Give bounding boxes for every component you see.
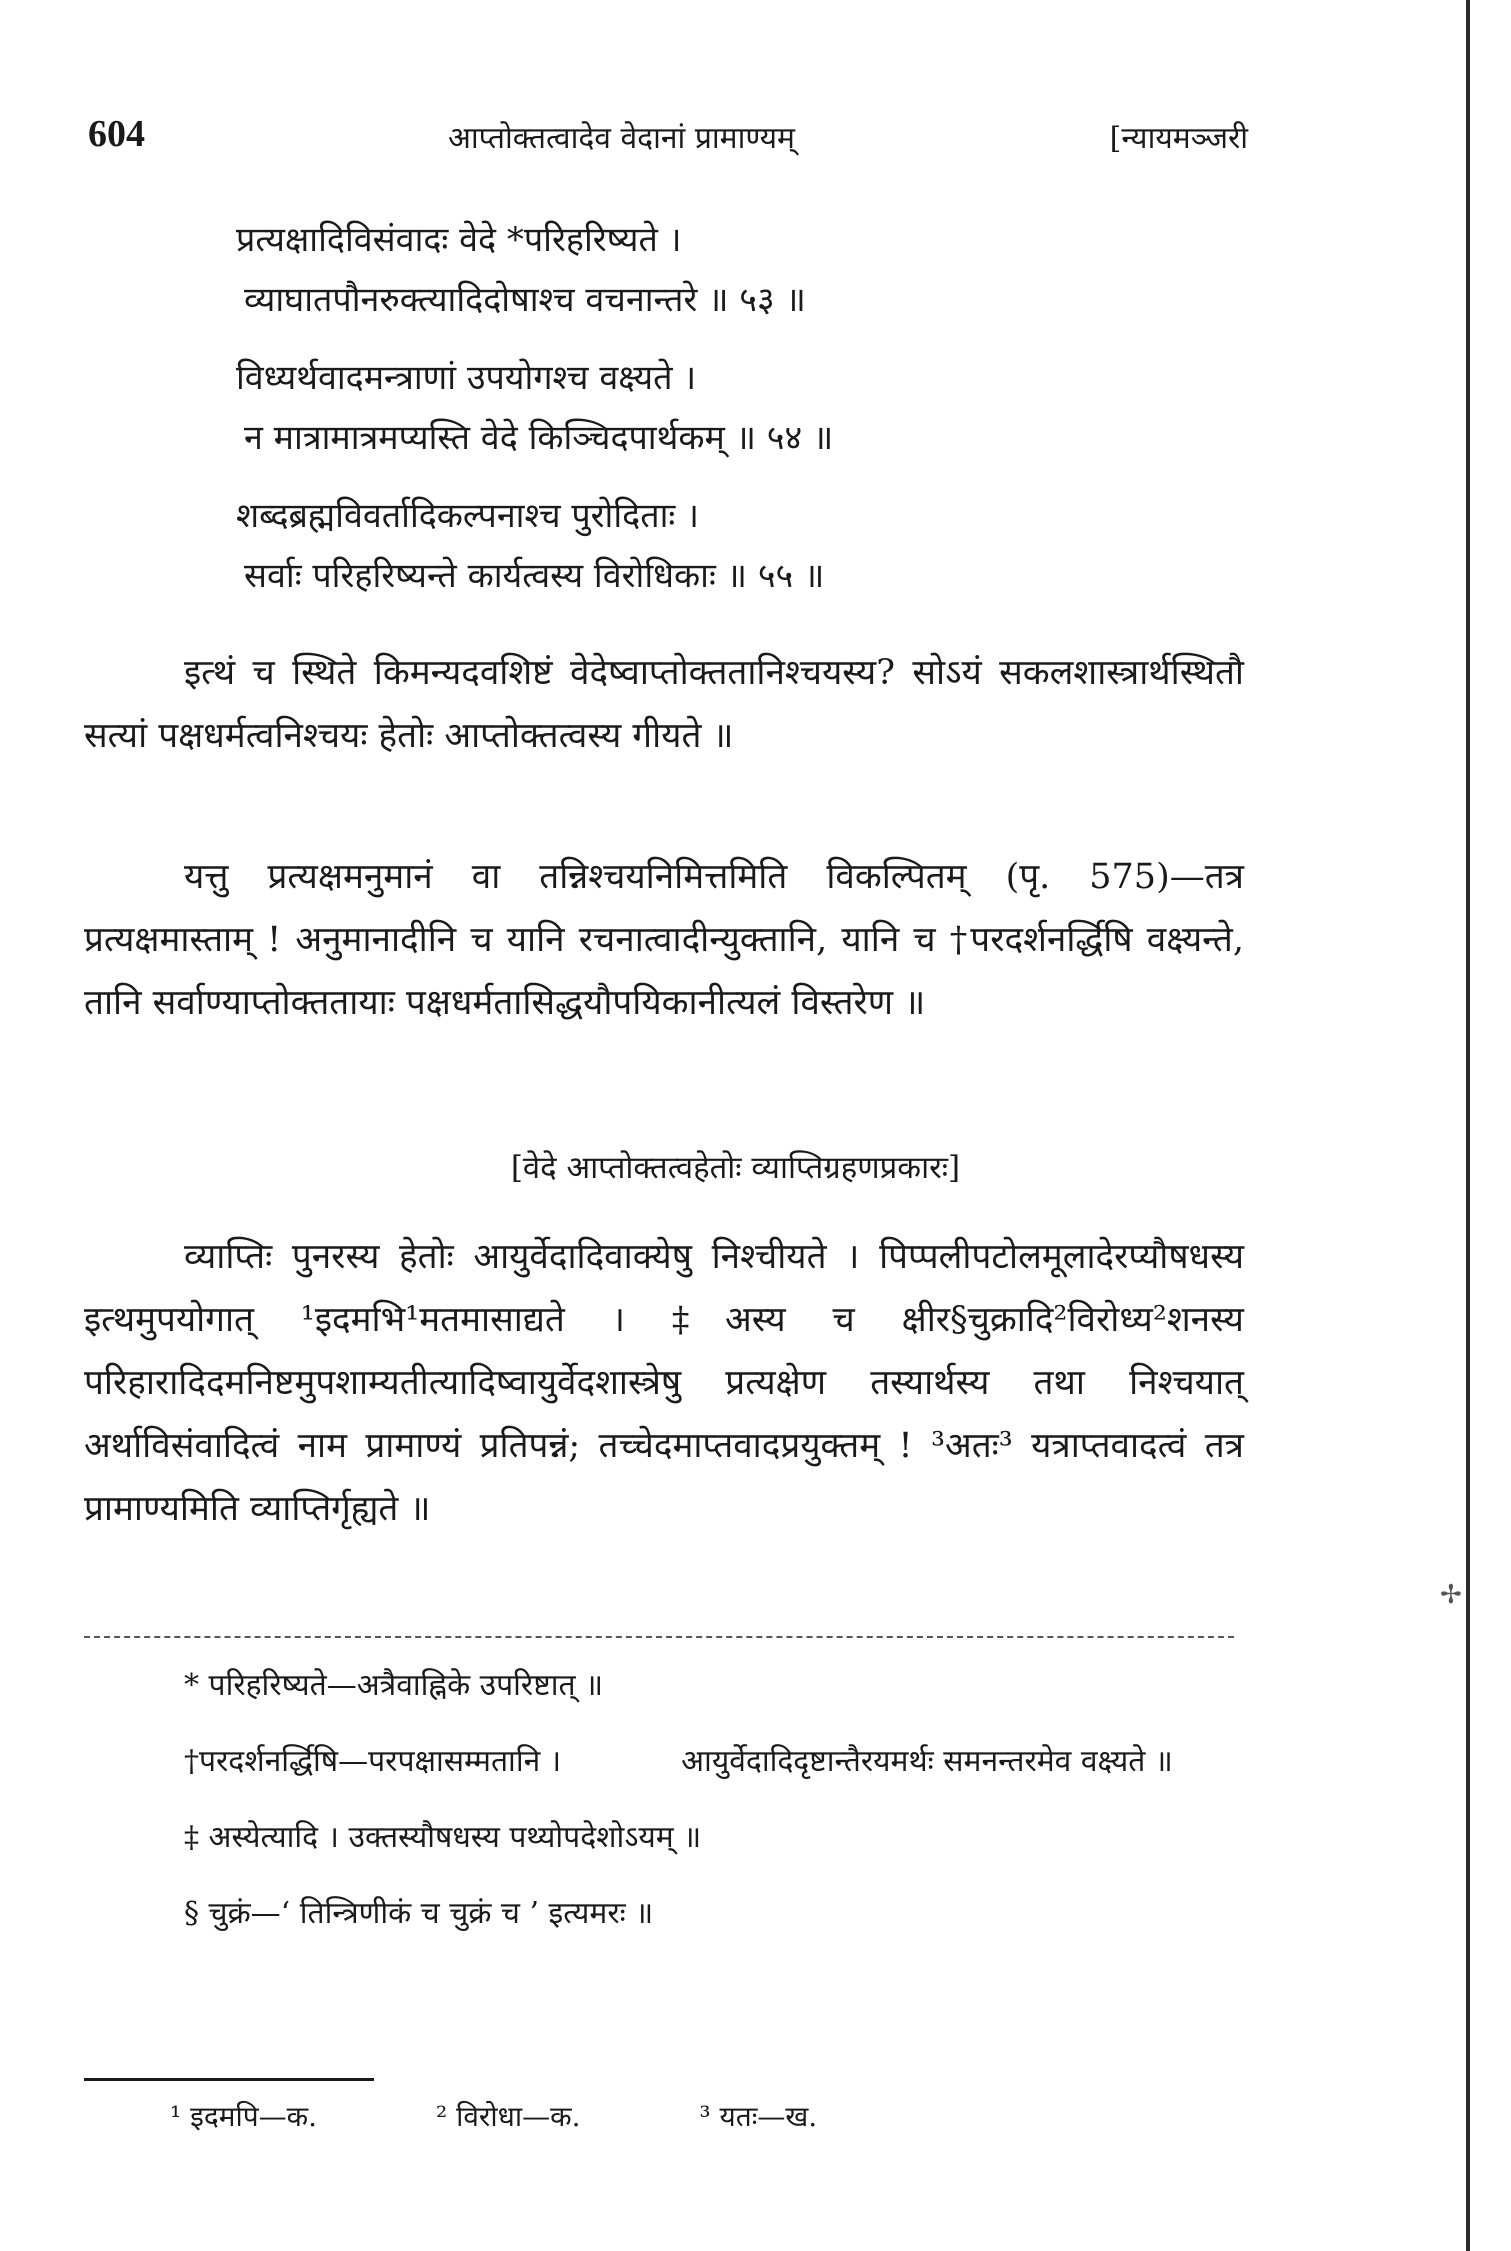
footnote-divider [84, 1636, 1234, 1638]
page-number: 604 [88, 113, 145, 155]
paragraph-2 [84, 846, 1244, 1035]
paragraph-text: यत्तु प्रत्यक्षमनुमानं वा तन्निश्चयनिमित्तमिति विकल्पितम् (पृ. 575)—तत्र प्रत्यक्षमास्ताम् ! अनुमानादीनि च यानि रचनात्वादीन्युक्तानि, यानि च †परदर्शनर्द्धिषि वक्ष्यन्ते, तानि सर्वाण्याप्तोक्ततायाः पक्षधर्मतासिद्धयौपयिकानीत्यलं विस्तरेण ॥ [84, 857, 1244, 1023]
margin-mark-icon: ✢ [1440, 1580, 1462, 1610]
verse-54 [236, 348, 1236, 468]
footnote-dagger [84, 1736, 1244, 1788]
variant-reading-1: ¹ इदमपि—क. [170, 2100, 318, 2133]
book-title: [न्यायमञ्जरी [1109, 121, 1248, 156]
verse-line: न मात्रामात्रमप्यस्ति वेदे किञ्चिदपार्थकम् ॥ ५४ ॥ [244, 418, 834, 458]
verse-line: विध्यर्थवादमन्त्राणां उपयोगश्च वक्ष्यते । [236, 358, 697, 398]
variant-reading-2: ² विरोधा—क. [435, 2100, 581, 2133]
paragraph-text: व्याप्तिः पुनरस्य हेतोः आयुर्वेदादिवाक्येषु निश्चीयते । पिप्पलीपटोलमूलादेरप्यौषधस्य इत्थमुपयोगात् ¹इदमभि¹मतमासाद्यते । ‡अस्य च क्षीर§चुक्रादि²विरोध्य²शनस्य परिहारादिदमनिष्टमुपशाम्यतीत्यादिष्वायुर्वेदशास्त्रेषु प्रत्यक्षेण तस्यार्थस्य तथा निश्चयात् अर्थाविसंवादित्वं नाम प्रामाण्यं प्रतिपन्नं; तच्चेदमाप्तवादप्रयुक्तम् ! ³अतः³ यत्राप्तवादत्वं तत्र प्रामाण्यमिति व्याप्तिर्गृह्यते ॥ [84, 1237, 1244, 1529]
page-header [88, 112, 1248, 162]
variant-reading-3: ³ यतः—ख. [699, 2100, 818, 2133]
section-heading-text: [वेदे आप्तोक्तत्वहेतोः व्याप्तिग्रहणप्रकारः] [510, 1150, 961, 1186]
paragraph-3 [84, 1226, 1244, 1541]
variant-divider [84, 2078, 374, 2081]
section-heading [0, 1146, 1511, 1188]
running-title: आप्तोक्तत्वादेव वेदानां प्रामाण्यम् [448, 121, 795, 156]
verse-line: प्रत्यक्षादिविसंवादः वेदे *परिहरिष्यते । [236, 220, 682, 260]
footnote-dagger-text: †परदर्शनर्द्धिषि—परपक्षासम्मतानि । [184, 1744, 562, 1779]
verse-line: व्याघातपौनरुक्त्यादिदोषाश्च वचनान्तरे ॥ ५३ ॥ [244, 280, 806, 320]
footnote-section: § चुक्रं—‘ तिन्त्रिणीकं च चुक्रं च ’ इत्यमरः ॥ [184, 1896, 654, 1931]
verse-block [236, 210, 1236, 624]
variant-readings [170, 2092, 1170, 2142]
page-binding-edge [1466, 0, 1470, 2251]
footnote-dagger-continuation: आयुर्वेदादिदृष्टान्तैरयमर्थः समनन्तरमेव वक्ष्यते ॥ [681, 1744, 1173, 1779]
footnote-double-dagger: ‡ अस्येत्यादि । उक्तस्यौषधस्य पथ्योपदेशोऽयम् ॥ [184, 1820, 702, 1855]
footnotes [84, 1660, 1244, 1964]
footnote-star: * परिहरिष्यते—अत्रैवाह्निके उपरिष्टात् ॥ [184, 1668, 604, 1703]
verse-53 [236, 210, 1236, 330]
verse-line: सर्वाः परिहरिष्यन्ते कार्यत्वस्य विरोधिकाः ॥ ५५ ॥ [244, 556, 825, 596]
verse-55 [236, 486, 1236, 606]
paragraph-1 [84, 642, 1244, 768]
verse-line: शब्दब्रह्मविवर्तादिकल्पनाश्च पुरोदिताः । [236, 496, 699, 536]
paragraph-text: इत्थं च स्थिते किमन्यदवशिष्टं वेदेष्वाप्तोक्ततानिश्चयस्य? सोऽयं सकलशास्त्रार्थस्थितौ सत्यां पक्षधर्मत्वनिश्चयः हेतोः आप्तोक्तत्वस्य गीयते ॥ [84, 653, 1244, 756]
